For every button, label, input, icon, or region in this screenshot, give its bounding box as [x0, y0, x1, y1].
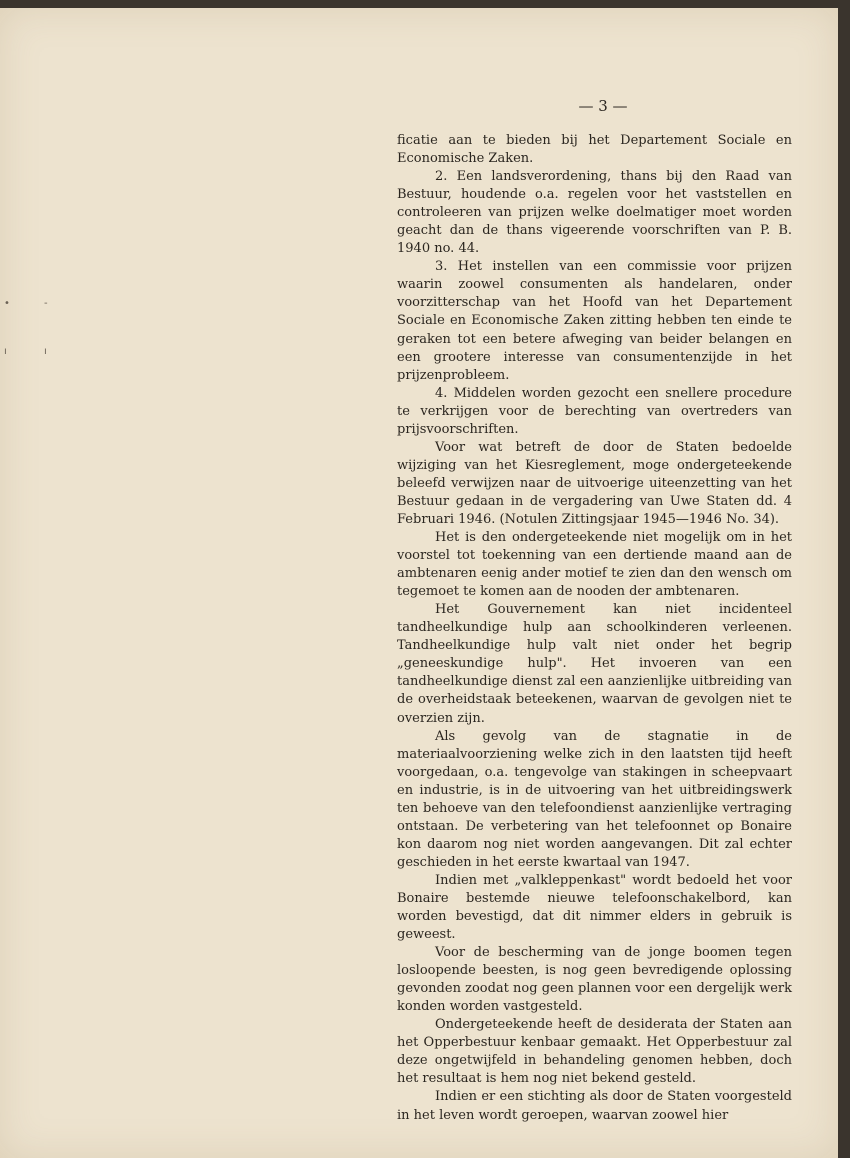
paragraph: Het Gouvernement kan niet incidenteel tandheelkundige hulp aan schoolkinderen verleenen. Tandheelkundige hulp valt niet onder het begrip „geneeskundige hulp". Het invoeren van een tandheelkundige dienst zal een aanzienlijke uitbreiding van de overheidstaak beteekenen, waarvan de gevolgen niet te overzien zijn.: [397, 602, 792, 726]
paragraph: 4. Middelen worden gezocht een snellere procedure te verkrijgen voor de berechting van overtreders van prijsvoorschriften.: [397, 385, 792, 437]
paragraph: 2. Een landsverordening, thans bij den Raad van Bestuur, houdende o.a. regelen voor het vaststellen en controleeren van prijzen welke doelmatiger moet worden geacht dan de thans vigeerende voorschriften van P. B. 1940 no. 44.: [397, 169, 792, 257]
paragraph: 3. Het instellen van een commissie voor prijzen waarin zoowel consumenten als handelaren, onder voorzitterschap van het Hoofd van het Departement Sociale en Economische Zaken zitting hebben ten einde te geraken tot een betere afweging van beider belangen en een grootere interesse van consumentenzijde in het prijzenprobleem.: [397, 259, 792, 383]
paragraph: ficatie aan te bieden bij het Departement Sociale en Economische Zaken.: [397, 133, 792, 167]
margin-speck: -: [44, 298, 48, 309]
scan-right-border: [838, 0, 850, 1158]
margin-speck: ı: [4, 346, 7, 357]
paragraph: Voor wat betreft de door de Staten bedoelde wijziging van het Kiesreglement, moge ondergeteekende beleefd verwijzen naar de uitvoerige uiteenzetting van het Bestuur gedaan in de vergadering van Uwe Staten dd. 4 Februari 1946. (Notulen Zittingsjaar 1945—1946 No. 34).: [397, 439, 792, 527]
paragraph: Voor de bescherming van de jonge boomen tegen losloopende beesten, is nog geen bevredigende oplossing gevonden zoodat nog geen plannen voor een dergelijk werk konden worden vastgesteld.: [397, 945, 792, 1015]
paragraph: Indien er een stichting als door de Staten voorgesteld in het leven wordt geroepen, waarvan zoowel hier: [397, 1089, 792, 1123]
paragraph: Het is den ondergeteekende niet mogelijk om in het voorstel tot toekenning van een dertiende maand aan de ambtenaren eenig ander motief te zien dan den wensch om tegemoet te komen aan de nooden der ambtenaren.: [397, 530, 792, 600]
margin-speck: •: [4, 298, 10, 309]
page-number: — 3 —: [578, 97, 628, 115]
margin-speck: ı: [44, 346, 47, 357]
paragraph: Als gevolg van de stagnatie in de materiaalvoorziening welke zich in den laatsten tijd heeft voorgedaan, o.a. tengevolge van stakingen in scheepvaart en industrie, is in de uitvoering van het uitbreidingswerk ten behoeve van den telefoondienst aanzienlijke vertraging ontstaan. De verbetering van het telefoonnet op Bonaire kon daarom nog niet worden aangevangen. Dit zal echter geschieden in het eerste kwartaal van 1947.: [397, 728, 792, 870]
scan-top-border: [0, 0, 850, 8]
body-text-column: [397, 132, 792, 1125]
paragraph: Indien met „valkleppenkast" wordt bedoeld het voor Bonaire bestemde nieuwe telefoonschakelbord, kan worden bevestigd, dat dit nimmer elders in gebruik is geweest.: [397, 872, 792, 943]
paragraph: Ondergeteekende heeft de desiderata der Staten aan het Opperbestuur kenbaar gemaakt. Het Opperbestuur zal deze ongetwijfeld in behandeling genomen hebben, doch het resultaat is hem nog niet bekend gesteld.: [397, 1017, 792, 1087]
